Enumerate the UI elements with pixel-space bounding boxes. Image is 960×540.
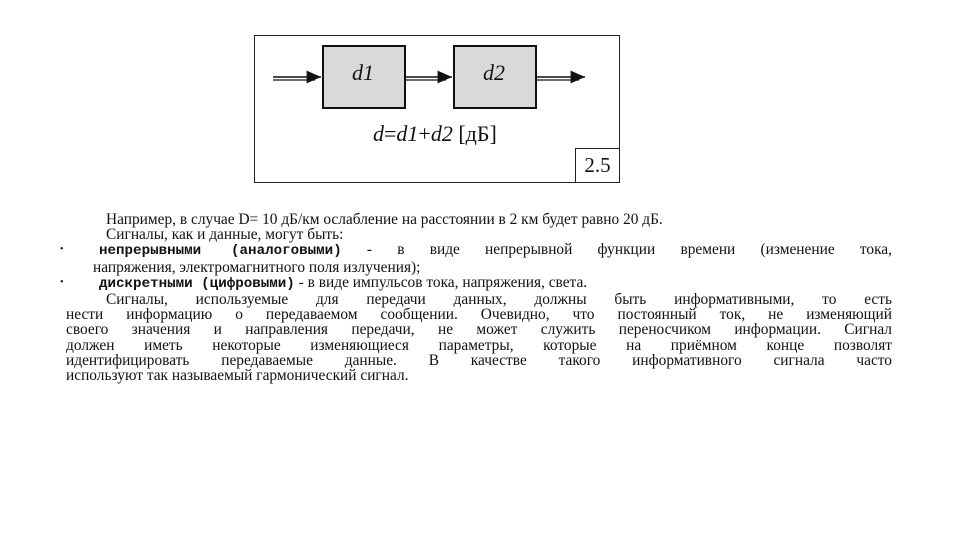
attenuation-diagram bbox=[254, 35, 620, 183]
bullet-icon: • bbox=[60, 244, 64, 256]
bullet-digital: • дискретными (цифровыми) - в виде импульсов тока, напряжения, света. bbox=[60, 273, 588, 292]
paragraph-line: нести информацию о передаваемом сообщении. Очевидно, что постоянный ток, не изменяющий bbox=[66, 306, 892, 324]
paragraph-line: Сигналы, используемые для передачи данных, должны быть информативными, то есть bbox=[106, 291, 892, 309]
bullet-analog-cont: напряжения, электромагнитного поля излучения); bbox=[93, 258, 421, 276]
paragraph-line: должен иметь некоторые изменяющиеся параметры, которые на приёмном конце позволят bbox=[66, 336, 892, 354]
paragraph-line: используют так называемый гармонический сигнал. bbox=[66, 367, 409, 385]
figure-number: 2.5 bbox=[575, 148, 619, 182]
paragraph-line: идентифицировать передаваемые данные. В качестве такого информативного сигнала часто bbox=[66, 351, 892, 369]
body-text bbox=[60, 211, 892, 385]
attenuation-formula: d=d1+d2 [дБ] bbox=[373, 121, 497, 146]
bullet-analog: • непрерывными (аналоговыми) - в виде непрерывной функции времени (изменение тока, bbox=[60, 241, 892, 260]
bullet-icon: • bbox=[60, 276, 64, 288]
block-d2-label: d2 bbox=[483, 60, 505, 85]
block-d1-label: d1 bbox=[352, 60, 374, 85]
diagram-graphics bbox=[255, 36, 621, 184]
signals-intro: Сигналы, как и данные, могут быть: bbox=[106, 226, 344, 244]
example-line: Например, в случае D= 10 дБ/км ослабление на расстоянии в 2 км будет равно 20 дБ. bbox=[106, 211, 663, 228]
paragraph-line: своего значения и направления передачи, не может служить переносчиком информации. Сигнал bbox=[66, 321, 892, 339]
